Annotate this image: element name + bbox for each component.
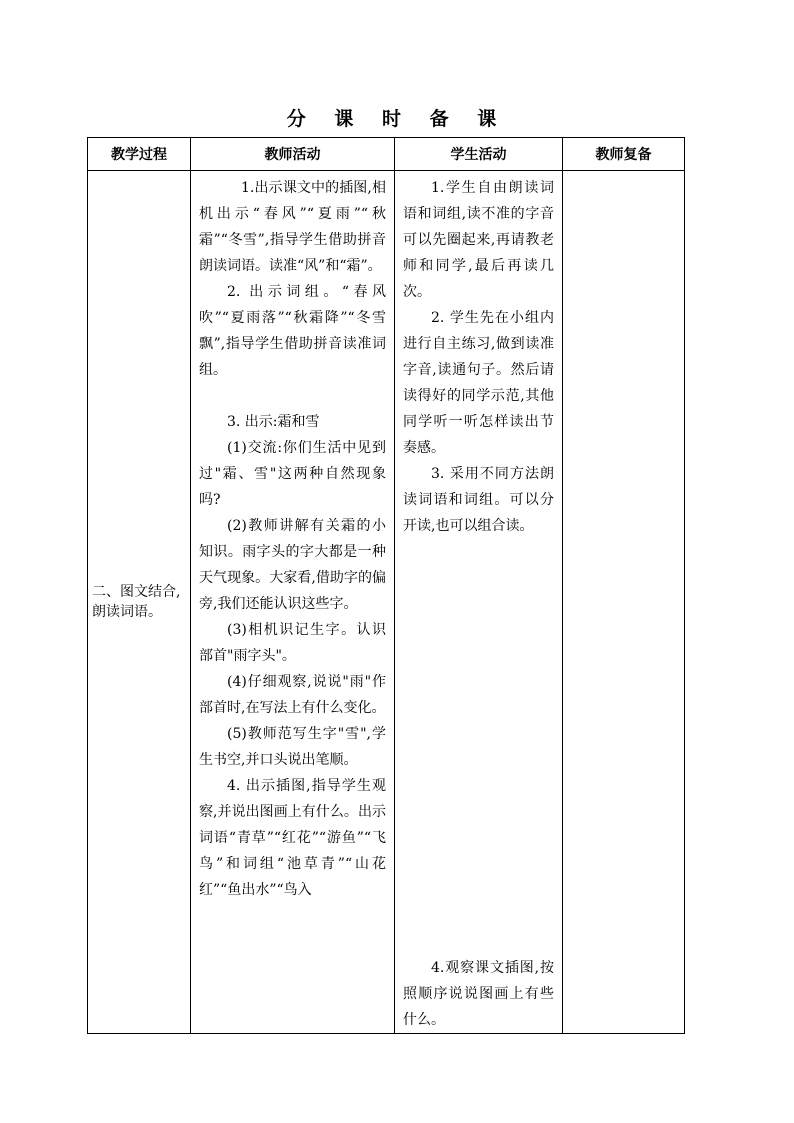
teacher-step-2: 2. 出示词组。“春风吹”“夏雨落”“秋霜降”“冬雪飘”,指导学生借助拼音读准词组。 (199, 284, 386, 378)
header-review: 教师复备 (563, 138, 685, 171)
teacher-step-3: 3. 出示:霜和雪 (227, 414, 320, 430)
stage-cell (88, 171, 191, 1034)
lesson-plan-table (87, 137, 685, 1034)
teacher-step-3-2: (2)教师讲解有关霜的小知识。雨字头的字大都是一种天气现象。大家看,借助字的偏旁,我们还能认识这些字。 (199, 518, 386, 612)
header-row (88, 138, 685, 171)
header-process: 教学过程 (88, 138, 191, 171)
teacher-review-cell (563, 171, 685, 1034)
teacher-step-3-1: (1)交流:你们生活中见到过"霜、雪"这两种自然现象吗? (199, 440, 386, 508)
teacher-step-1: 1.出示课文中的插图,相机出示“春风”“夏雨”“秋霜”“冬雪”,指导学生借助拼音朗读词语。读准“风”和“霜”。 (199, 180, 386, 274)
teacher-step-3-5: (5)教师范写生字"雪",学生书空,并口头说出笔顺。 (199, 726, 386, 768)
page-title: 分 课 时 备 课 (286, 108, 508, 130)
student-step-4: 4.观察课文插图,按照顺序说说图画上有些什么。 (403, 960, 554, 1028)
student-step-1: 1.学生自由朗读词语和词组,读不准的字音可以先圈起来,再请教老师和同学,最后再读几次。 (403, 180, 554, 300)
student-step-2: 2. 学生先在小组内进行自主练习,做到读准字音,读通句子。然后请读得好的同学示范,其他同学听一听怎样读出节奏感。 (403, 310, 554, 456)
header-student: 学生活动 (395, 138, 563, 171)
teacher-step-4: 4. 出示插图,指导学生观察,并说出图画上有什么。出示词语“青草”“红花”“游鱼”“飞鸟”和词组“池草青”“山花红”“鱼出水”“鸟入 (199, 778, 386, 898)
teacher-step-3-3: (3)相机识记生字。认识部首"雨字头"。 (199, 622, 386, 664)
header-teacher: 教师活动 (191, 138, 395, 171)
teacher-step-3-4: (4)仔细观察,说说"雨"作部首时,在写法上有什么变化。 (199, 674, 386, 716)
teacher-activity-cell (191, 171, 395, 1034)
stage-label: 二、图文结合,朗读词语。 (92, 584, 181, 620)
student-step-3: 3. 采用不同方法朗读词语和词组。可以分开读,也可以组合读。 (403, 466, 554, 534)
table-row (88, 171, 685, 1034)
student-activity-cell (395, 171, 563, 1034)
